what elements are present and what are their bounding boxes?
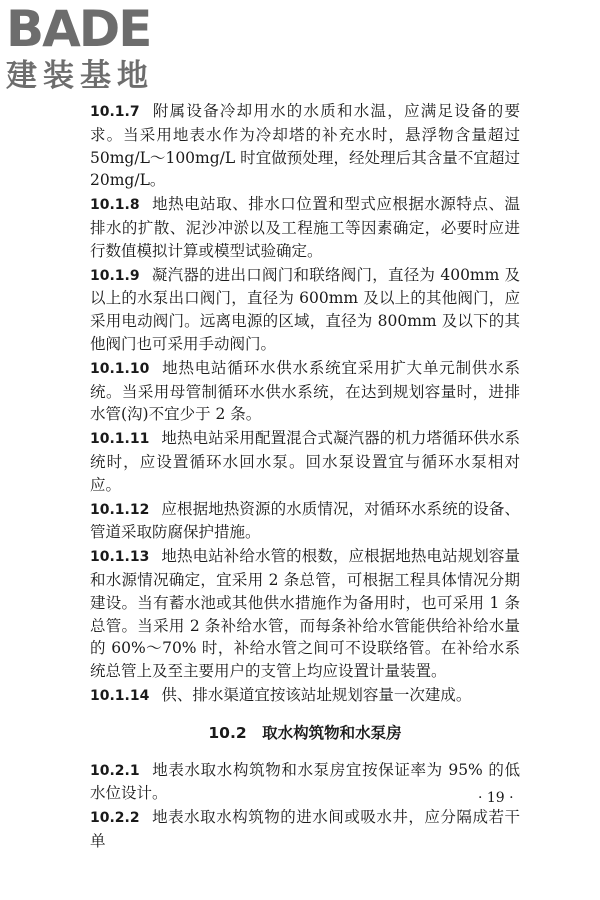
clause	[90, 264, 520, 356]
clause	[90, 545, 520, 683]
clause-text: 应根据地热资源的水质情况，对循环水系统的设备、管道采取防腐保护措施。	[90, 499, 520, 542]
clause-number: 10.1.13	[90, 549, 150, 566]
logo-brand: BADE	[6, 0, 151, 58]
clause-number: 10.1.9	[90, 267, 140, 284]
clause	[90, 759, 520, 806]
clause-text: 地热电站补给水管的根数，应根据地热电站规划容量和水源情况确定，宜采用 2 条总管，可根据工程具体情况分期建设。当有蓄水池或其他供水措施作为备用时，也可采用 1 条总管。当采用 2 条补给水管，而每条补给水管能供给补给水量的 60%～70% 时，补给水管之间可不设联络管。在补给水系统总管上及至主要用户的支管上均应设置计量装置。	[90, 547, 520, 681]
clause-text: 凝汽器的进出口阀门和联络阀门，直径为 400mm 及以上的水泵出口阀门，直径为 600mm 及以上的其他阀门，应采用电动阀门。远离电源的区域，直径为 800mm 及以下的其他阀门也可采用手动阀门。	[90, 265, 520, 353]
bade-logo	[6, 0, 181, 94]
clause-text: 地热电站采用配置混合式凝汽器的机力塔循环供水系统时，应设置循环水回水泵。回水泵设置宜与循环水泵相对应。	[90, 429, 520, 494]
clause-number: 10.1.10	[90, 360, 150, 377]
clause	[90, 684, 520, 708]
clause-number: 10.1.7	[90, 104, 140, 120]
clause-text: 地热电站取、排水口位置和型式应根据水源特点、温排水的扩散、泥沙冲淤以及工程施工等因素确定，必要时应进行数值模拟计算或模型试验确定。	[90, 195, 520, 260]
clause-text: 地表水取水构筑物的进水间或吸水井，应分隔成若干单	[90, 808, 520, 850]
page-number: · 19 ·	[478, 790, 514, 806]
clause	[90, 193, 520, 262]
clause-text: 供、排水渠道宜按该站址规划容量一次建成。	[161, 685, 472, 704]
clause-number: 10.1.12	[90, 501, 150, 518]
clause-number: 10.1.11	[90, 431, 150, 448]
clause-text: 地表水取水构筑物和水泵房宜按保证率为 95% 的低水位设计。	[90, 760, 520, 803]
logo-subtitle: 建装基地	[6, 58, 154, 94]
clause-number: 10.1.8	[90, 197, 140, 214]
clause	[90, 806, 520, 853]
clause	[90, 100, 520, 192]
clause-number: 10.1.14	[90, 687, 150, 704]
clause-text: 附属设备冷却用水的水质和水温，应满足设备的要求。当采用地表水作为冷却塔的补充水时，悬浮物含量超过 50mg/L～100mg/L 时宜做预处理，经处理后其含量不宜超过 20mg/L。	[90, 102, 520, 190]
clause	[90, 357, 520, 426]
section-heading: 10.2 取水构筑物和水泵房	[208, 723, 402, 742]
clause-number: 10.2.2	[90, 810, 140, 827]
document-body	[90, 100, 520, 854]
clause-text: 地热电站循环水供水系统宜采用扩大单元制供水系统。当采用母管制循环水供水系统，在达到规划容量时，进排水管(沟)不宜少于 2 条。	[90, 358, 520, 424]
clause-number: 10.2.1	[90, 762, 140, 779]
clause	[90, 498, 520, 545]
clause	[90, 427, 520, 496]
